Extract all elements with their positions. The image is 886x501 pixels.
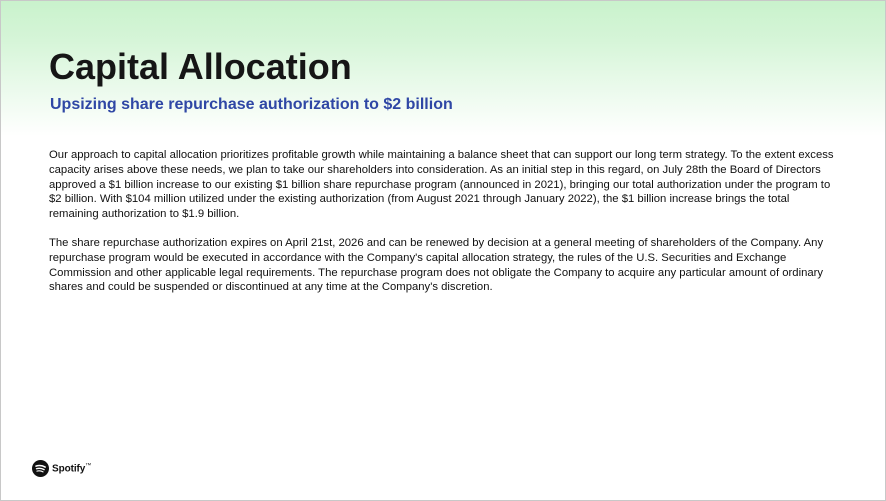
slide-body xyxy=(49,148,839,309)
spotify-logo-icon xyxy=(32,460,49,477)
spotify-logo xyxy=(32,460,91,477)
slide-title: Capital Allocation xyxy=(49,46,352,87)
spotify-wordmark xyxy=(52,463,91,474)
trademark-symbol: ™ xyxy=(85,462,92,469)
slide-subtitle: Upsizing share repurchase authorization to $2 billion xyxy=(50,96,453,113)
body-paragraph-2: The share repurchase authorization expires on April 21st, 2026 and can be renewed by decision at a general meeting of shareholders of the Company. Any repurchase program would be executed in accordance with the Company's capital allocation strategy, the rules of the U.S. Securities and Exchange Commission and other applicable legal requirements. The repurchase program does not obligate the Company to acquire any particular amount of ordinary shares and could be suspended or discontinued at any time at the Company's discretion. xyxy=(49,236,824,294)
body-paragraph-1: Our approach to capital allocation prioritizes profitable growth while maintaining a balance sheet that can support our long term strategy. To the extent excess capacity arises above these needs, we plan to take our shareholders into consideration. As an initial step in this regard, on July 28th the Board of Directors approved a $1 billion increase to our existing $1 billion share repurchase program (announced in 2021), bringing our total authorization under the program to $2 billion. With $104 million utilized under the existing authorization (from August 2021 through January 2022), the $1 billion increase brings the total remaining authorization to $1.9 billion. xyxy=(49,149,834,221)
spotify-wordmark-text: Spotify xyxy=(52,463,86,475)
